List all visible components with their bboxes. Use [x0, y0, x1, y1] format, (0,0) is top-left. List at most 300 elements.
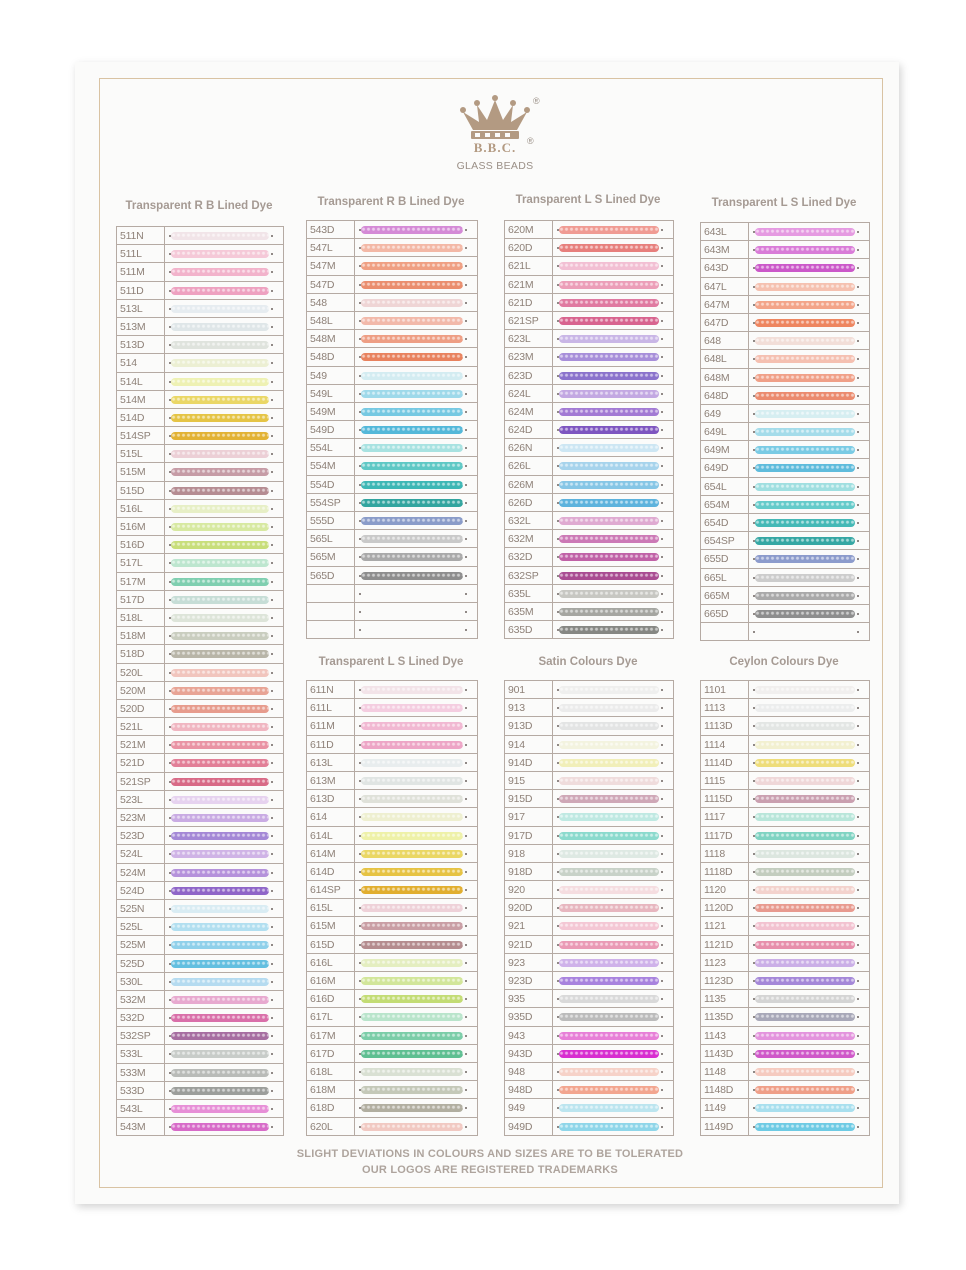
bead-code: 511M [120, 266, 145, 279]
column-divider [164, 991, 165, 1008]
bead-row [117, 391, 283, 409]
bead-row [701, 332, 869, 350]
bead-code: 949 [508, 1102, 525, 1115]
stitch-dot [661, 798, 663, 800]
stitch-dot [271, 926, 273, 928]
bead-strand-sample [361, 426, 463, 434]
bead-strand-sample [171, 778, 269, 786]
column-divider [748, 332, 749, 349]
stitch-dot [753, 853, 755, 855]
column-divider [552, 494, 553, 511]
bead-code: 615L [310, 902, 333, 915]
bead-code: 635M [508, 605, 534, 618]
stitch-dot [557, 780, 559, 782]
bead-strand-sample [559, 777, 659, 785]
bead-code: 1115D [704, 793, 733, 806]
stitch-dot [661, 447, 663, 449]
bead-row [307, 348, 477, 366]
bead-code: 514L [120, 375, 143, 388]
column-divider [354, 257, 355, 274]
bead-row [701, 532, 869, 550]
bead-row [505, 936, 673, 954]
bead-row [307, 1118, 477, 1136]
stitch-dot [661, 925, 663, 927]
bead-code: 533D [120, 1084, 145, 1097]
bead-strand-sample [171, 268, 269, 276]
column-divider [748, 1027, 749, 1044]
bead-code: 647D [704, 316, 729, 329]
bead-strand-sample [171, 232, 269, 240]
bead-strand-sample [755, 704, 855, 712]
stitch-dot [661, 593, 663, 595]
stitch-dot [271, 381, 273, 383]
bead-row [701, 808, 869, 826]
bead-code: 1118D [704, 865, 733, 878]
stitch-dot [857, 1126, 859, 1128]
column-divider [354, 790, 355, 807]
bead-code: 549 [310, 369, 327, 382]
bead-row [505, 621, 673, 639]
bead-code: 917 [508, 811, 525, 824]
bead-code: 618D [310, 1102, 335, 1115]
bead-strand-sample [755, 977, 855, 985]
bead-strand-sample [171, 614, 269, 622]
column-divider [354, 1027, 355, 1044]
column-divider [748, 736, 749, 753]
stitch-dot [465, 611, 467, 613]
bead-code: 654L [704, 480, 727, 493]
bead-code: 617M [310, 1029, 336, 1042]
bead-row [117, 591, 283, 609]
code-table [504, 680, 674, 1136]
bead-strand-sample [755, 1104, 855, 1112]
bead-row [117, 482, 283, 500]
column-divider [354, 699, 355, 716]
bead-strand-sample [171, 669, 269, 677]
column-divider [164, 809, 165, 826]
column-divider [164, 645, 165, 662]
stitch-dot [557, 1126, 559, 1128]
stitch-dot [465, 593, 467, 595]
bead-code: 524D [120, 884, 145, 897]
stitch-dot [857, 835, 859, 837]
stitch-dot [857, 558, 859, 560]
column-divider [164, 955, 165, 972]
stitch-dot [661, 962, 663, 964]
bead-code: 623L [508, 333, 531, 346]
stitch-dot [271, 781, 273, 783]
stitch-dot [271, 653, 273, 655]
bead-strand-sample [559, 1013, 659, 1021]
stitch-dot [465, 1107, 467, 1109]
stitch-dot [557, 229, 559, 231]
bead-row [701, 459, 869, 477]
bead-row [307, 312, 477, 330]
bead-code: 621SP [508, 314, 539, 327]
column-divider [354, 603, 355, 620]
bead-strand-sample [755, 1086, 855, 1094]
column-divider [552, 863, 553, 880]
column-divider [164, 227, 165, 244]
stitch-dot [465, 689, 467, 691]
column-divider [354, 972, 355, 989]
bead-strand-sample [755, 301, 855, 309]
stitch-dot [359, 1071, 361, 1073]
bead-row [117, 1045, 283, 1063]
column-divider [552, 548, 553, 565]
stitch-dot [271, 235, 273, 237]
stitch-dot [271, 853, 273, 855]
column-divider [748, 587, 749, 604]
stitch-dot [271, 344, 273, 346]
column-divider [164, 354, 165, 371]
stitch-dot [359, 411, 361, 413]
bead-row [307, 457, 477, 475]
stitch-dot [271, 326, 273, 328]
column-divider [164, 900, 165, 917]
column-divider [354, 312, 355, 329]
bead-code: 525L [120, 921, 143, 934]
bead-strand-sample [361, 1013, 463, 1021]
brand-name: B.B.C. [473, 140, 517, 155]
bead-row [505, 754, 673, 772]
bead-strand-sample [755, 941, 855, 949]
bead-row [701, 1045, 869, 1063]
stitch-dot [557, 853, 559, 855]
bead-row [117, 827, 283, 845]
bead-code: 516M [120, 521, 146, 533]
stitch-dot [465, 429, 467, 431]
footer-trademark-note: OUR LOGOS ARE REGISTERED TRADEMARKS [362, 1164, 618, 1176]
bead-row [701, 699, 869, 717]
bead-strand-sample [559, 922, 659, 930]
column-divider [164, 664, 165, 681]
bead-strand-sample [559, 977, 659, 985]
column-divider [552, 348, 553, 365]
bead-strand-sample [171, 850, 269, 858]
column-divider [354, 548, 355, 565]
code-table [306, 220, 478, 639]
stitch-dot [557, 944, 559, 946]
bead-row [701, 569, 869, 587]
column-divider [354, 567, 355, 584]
bead-strand-sample [361, 850, 463, 858]
stitch-dot [857, 395, 859, 397]
column-divider [164, 536, 165, 553]
stitch-dot [857, 504, 859, 506]
bead-code: 514SP [120, 430, 151, 443]
bead-row [701, 1008, 869, 1026]
bead-strand-sample [755, 428, 855, 436]
stitch-dot [359, 393, 361, 395]
column-divider [164, 573, 165, 590]
bead-row [307, 936, 477, 954]
bead-strand-sample [559, 995, 659, 1003]
stitch-dot [557, 962, 559, 964]
stitch-dot [661, 853, 663, 855]
bead-row [117, 627, 283, 645]
stitch-dot [465, 853, 467, 855]
stitch-dot [465, 762, 467, 764]
column-divider [748, 717, 749, 734]
column-divider [164, 864, 165, 881]
bead-row [701, 1027, 869, 1045]
bead-code: 1143 [704, 1029, 726, 1042]
bead-strand-sample [755, 264, 855, 272]
bead-strand-sample [171, 487, 269, 495]
bead-row [505, 717, 673, 735]
column-divider [748, 881, 749, 898]
bead-row [701, 387, 869, 405]
column-divider [748, 623, 749, 640]
stitch-dot [465, 447, 467, 449]
stitch-dot [465, 465, 467, 467]
section-title: Transparent L S Lined Dye [711, 197, 857, 209]
column-divider [354, 936, 355, 953]
stitch-dot [557, 980, 559, 982]
bead-code: 615D [310, 938, 335, 951]
stitch-dot [169, 890, 171, 892]
column-divider [164, 609, 165, 626]
bead-strand-sample [361, 408, 463, 416]
stitch-dot [169, 617, 171, 619]
bead-code: 1148 [704, 1065, 726, 1078]
bead-code: 549D [310, 424, 335, 437]
stitch-dot [857, 322, 859, 324]
bead-row [505, 917, 673, 935]
stitch-dot [359, 484, 361, 486]
bead-strand-sample [361, 704, 463, 712]
column-divider [164, 882, 165, 899]
stitch-dot [271, 1072, 273, 1074]
stitch-dot [271, 617, 273, 619]
bead-code: 543L [120, 1103, 143, 1115]
bead-code: 611D [310, 738, 334, 751]
bead-strand-sample [171, 323, 269, 331]
bead-row [117, 882, 283, 900]
bead-strand-sample [559, 886, 659, 894]
bead-code: 521L [120, 721, 143, 734]
stitch-dot [661, 762, 663, 764]
stitch-dot [465, 925, 467, 927]
bead-code: 620L [310, 1120, 333, 1133]
bead-code: 517D [120, 593, 145, 606]
footer-disclaimer: SLIGHT DEVIATIONS IN COLOURS AND SIZES ARE TO BE TOLERATED [296, 1148, 684, 1160]
stitch-dot [661, 816, 663, 818]
bead-strand-sample [171, 559, 269, 567]
stitch-dot [359, 944, 361, 946]
stitch-dot [753, 413, 755, 415]
bead-row [117, 845, 283, 863]
stitch-dot [857, 286, 859, 288]
stitch-dot [465, 356, 467, 358]
bead-code: 514M [120, 393, 146, 406]
bead-code: 632M [508, 533, 534, 546]
stitch-dot [465, 871, 467, 873]
stitch-dot [661, 411, 663, 413]
bead-row [117, 1118, 283, 1136]
bead-code: 521M [120, 739, 146, 752]
bead-strand-sample [361, 977, 463, 985]
bead-row [307, 294, 477, 312]
stitch-dot [465, 889, 467, 891]
column-divider [552, 1008, 553, 1025]
column-divider [354, 385, 355, 402]
bead-row [701, 899, 869, 917]
bead-code: 665M [704, 589, 730, 602]
bead-strand-sample [171, 814, 269, 822]
bead-row [505, 567, 673, 585]
stitch-dot [753, 962, 755, 964]
stitch-dot [465, 1071, 467, 1073]
stitch-dot [661, 1035, 663, 1037]
bead-strand-sample [171, 359, 269, 367]
column-divider [552, 330, 553, 347]
bead-row [307, 790, 477, 808]
bead-strand-sample [361, 904, 463, 912]
column-divider [748, 514, 749, 531]
stitch-dot [857, 304, 859, 306]
stitch-dot [271, 963, 273, 965]
bead-code: 635L [508, 587, 531, 600]
stitch-dot [169, 781, 171, 783]
column-divider [748, 496, 749, 513]
column-divider [354, 1045, 355, 1062]
bead-strand-sample [755, 741, 855, 749]
column-divider [552, 294, 553, 311]
bead-code: 1120D [704, 902, 734, 915]
stitch-dot [465, 707, 467, 709]
column-divider [164, 373, 165, 390]
bead-code: 626N [508, 442, 533, 455]
stitch-dot [271, 290, 273, 292]
column-divider [552, 276, 553, 293]
bead-code: 621D [508, 296, 533, 309]
bead-code: 626M [508, 478, 534, 491]
bead-code: 649D [704, 462, 729, 475]
stitch-dot [661, 575, 663, 577]
bead-code: 1117 [704, 811, 725, 824]
bead-code: 543M [120, 1121, 146, 1134]
bead-strand-sample [361, 941, 463, 949]
bead-strand-sample [755, 374, 855, 382]
stitch-dot [271, 562, 273, 564]
stitch-dot [271, 690, 273, 692]
bead-strand-sample [559, 317, 659, 325]
bead-strand-sample [171, 1105, 269, 1113]
bead-strand-sample [361, 481, 463, 489]
bead-strand-sample [171, 523, 269, 531]
code-table [700, 680, 870, 1136]
bead-row [505, 385, 673, 403]
stitch-dot [661, 538, 663, 540]
stitch-dot [169, 235, 171, 237]
stitch-dot [271, 453, 273, 455]
bead-code: 611N [310, 684, 334, 696]
column-divider [748, 423, 749, 440]
crown-icon [455, 94, 535, 140]
stitch-dot [271, 1126, 273, 1128]
bead-strand-sample [361, 868, 463, 876]
column-divider [748, 605, 749, 622]
bead-row [505, 439, 673, 457]
bead-row [117, 1100, 283, 1118]
bead-row [505, 548, 673, 566]
bead-strand-sample [559, 553, 659, 561]
column-divider [748, 478, 749, 495]
bead-strand-sample [171, 687, 269, 695]
bead-code: 548M [310, 333, 336, 346]
stitch-dot [271, 471, 273, 473]
bead-row [117, 554, 283, 572]
bead-row [701, 278, 869, 296]
bead-strand-sample [361, 499, 463, 507]
stitch-dot [857, 522, 859, 524]
stitch-dot [271, 908, 273, 910]
stitch-dot [465, 907, 467, 909]
stitch-dot [359, 593, 361, 595]
bead-strand-sample [171, 341, 269, 349]
registered-mark-top: ® [533, 96, 540, 106]
bead-row [701, 296, 869, 314]
column-divider [354, 1118, 355, 1135]
bead-code: 533L [120, 1048, 143, 1061]
stitch-dot [857, 780, 859, 782]
stitch-dot [661, 1016, 663, 1018]
bead-row [505, 1045, 673, 1063]
stitch-dot [465, 520, 467, 522]
bead-row [701, 863, 869, 881]
bead-code: 665L [704, 571, 727, 584]
bead-row [701, 259, 869, 277]
column-divider [164, 518, 165, 535]
column-divider [354, 899, 355, 916]
bead-code: 915 [508, 774, 525, 787]
stitch-dot [857, 577, 859, 579]
bead-row [701, 241, 869, 259]
column-divider [552, 476, 553, 493]
bead-row [505, 276, 673, 294]
stitch-dot [857, 725, 859, 727]
bead-code: 1113D [704, 720, 733, 733]
bead-code: 620M [508, 224, 534, 236]
stitch-dot [857, 449, 859, 451]
bead-row [307, 548, 477, 566]
bead-row [307, 827, 477, 845]
stitch-dot [359, 302, 361, 304]
bead-row [505, 512, 673, 530]
stitch-dot [169, 1108, 171, 1110]
column-divider [552, 717, 553, 734]
stitch-dot [857, 998, 859, 1000]
bead-strand-sample [171, 250, 269, 258]
bead-strand-sample [755, 795, 855, 803]
column-divider [354, 439, 355, 456]
stitch-dot [271, 526, 273, 528]
bead-code: 943D [508, 1047, 533, 1060]
column-divider [354, 421, 355, 438]
bead-strand-sample [755, 904, 855, 912]
bead-strand-sample [171, 287, 269, 295]
bead-strand-sample [559, 535, 659, 543]
column-divider [552, 603, 553, 620]
bead-row [505, 312, 673, 330]
bead-row [117, 300, 283, 318]
stitch-dot [359, 375, 361, 377]
column-divider [552, 1045, 553, 1062]
bead-strand-sample [559, 481, 659, 489]
bead-strand-sample [755, 501, 855, 509]
